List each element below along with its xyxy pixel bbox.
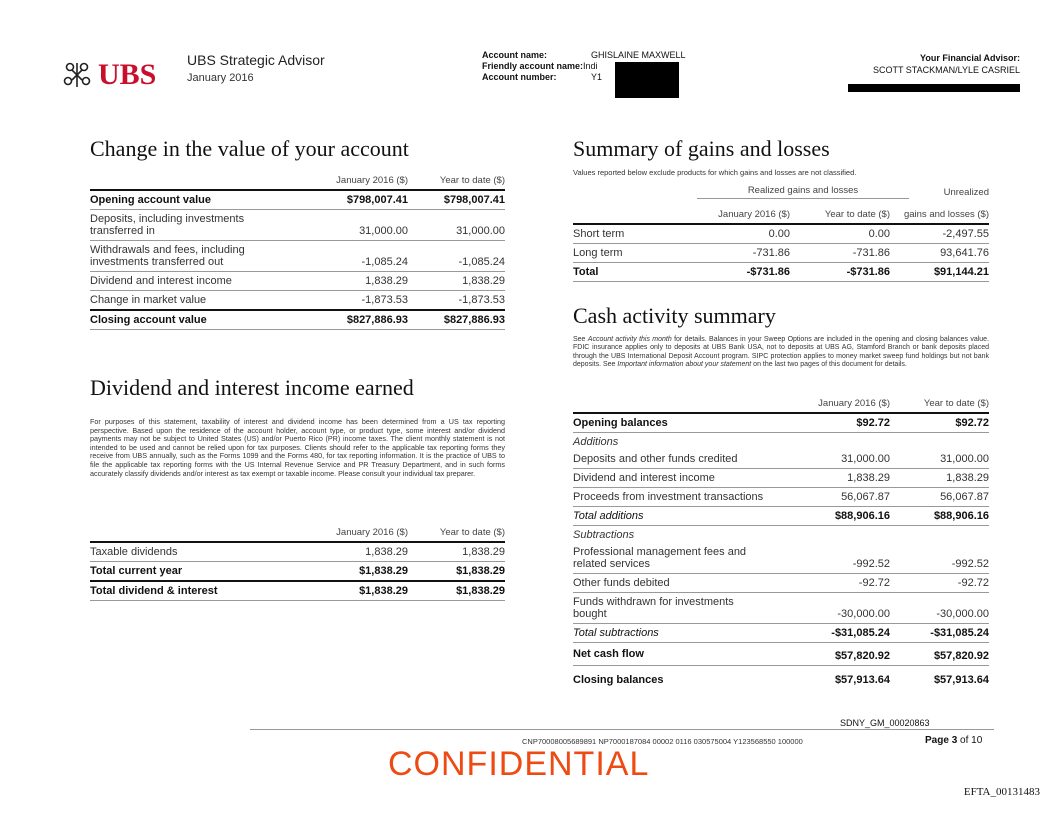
- cell: -30,000.00: [791, 593, 890, 624]
- row-label: Total: [573, 263, 693, 282]
- advisor-name: SCOTT STACKMAN/LYLE CASRIEL: [872, 65, 1020, 75]
- cell: 1,838.29: [791, 469, 890, 488]
- row-label: Total additions: [573, 507, 791, 526]
- col-header: gains and losses ($): [903, 209, 989, 220]
- col-header: January 2016 ($): [718, 209, 790, 220]
- row-label: Opening balances: [573, 413, 791, 433]
- cell: -30,000.00: [890, 593, 989, 624]
- cell: $92.72: [791, 413, 890, 433]
- cell: $1,838.29: [408, 562, 505, 582]
- advisor-redaction-bar: [848, 84, 1020, 92]
- ubs-keys-icon: [62, 61, 92, 89]
- cell: 0.00: [790, 224, 890, 244]
- cash-table: [573, 389, 989, 689]
- row-label: Short term: [573, 224, 693, 244]
- cell: 56,067.87: [890, 488, 989, 507]
- section-label: Additions: [573, 436, 619, 448]
- section-label: Subtractions: [573, 529, 635, 541]
- cell: -92.72: [791, 574, 890, 593]
- cell: -$31,085.24: [890, 624, 989, 643]
- gains-heading: Summary of gains and losses: [573, 136, 830, 161]
- cell: 56,067.87: [791, 488, 890, 507]
- cell: $798,007.41: [408, 190, 505, 210]
- statement-title: UBS Strategic Advisor: [187, 52, 325, 68]
- cell: 31,000.00: [791, 450, 890, 469]
- redaction-box: [615, 62, 679, 98]
- cell: 31,000.00: [408, 210, 505, 241]
- cell: 1,838.29: [310, 542, 408, 562]
- row-label: Withdrawals and fees, including investments transferred out: [90, 241, 310, 272]
- page-indicator: [925, 735, 982, 746]
- row-label: Opening account value: [90, 190, 310, 210]
- cell: -1,085.24: [310, 241, 408, 272]
- cell: 1,838.29: [890, 469, 989, 488]
- cash-note-text: See: [573, 336, 588, 343]
- friendly-name-label: Friendly account name:: [482, 61, 584, 71]
- friendly-name-value: Indi: [583, 61, 598, 71]
- cell: 1,838.29: [310, 272, 408, 291]
- row-label: Dividend and interest income: [573, 469, 791, 488]
- cell: -$31,085.24: [791, 624, 890, 643]
- col-header: Year to date ($): [439, 175, 505, 186]
- cell: $57,913.64: [933, 674, 989, 686]
- brand-wordmark: UBS: [98, 58, 157, 91]
- account-number-value: Y1: [591, 72, 603, 82]
- page-current: 3: [951, 735, 958, 746]
- gains-table: [573, 200, 989, 282]
- cash-note: [573, 336, 989, 370]
- cell: -1,873.53: [310, 291, 408, 311]
- account-name-label: Account name:: [482, 50, 548, 60]
- cell: $57,820.92: [890, 643, 989, 666]
- cell: -92.72: [890, 574, 989, 593]
- cell: -731.86: [693, 244, 790, 263]
- change-value-heading: Change in the value of your account: [90, 136, 409, 161]
- col-header: January 2016 ($): [336, 527, 408, 538]
- cell: $88,906.16: [791, 507, 890, 526]
- cell: $88,906.16: [890, 507, 989, 526]
- account-name-value: GHISLAINE MAXWELL: [591, 50, 686, 60]
- cell: 31,000.00: [890, 450, 989, 469]
- statement-period: January 2016: [187, 72, 254, 84]
- col-header: Year to date ($): [923, 398, 989, 409]
- row-label: Change in market value: [90, 291, 310, 311]
- row-label: Long term: [573, 244, 693, 263]
- advisor-label: Your Financial Advisor:: [919, 53, 1020, 63]
- row-label: Proceeds from investment transactions: [573, 488, 791, 507]
- bates-number: SDNY_GM_00020863: [840, 718, 930, 728]
- col-header: Year to date ($): [439, 527, 505, 538]
- account-number-label: Account number:: [482, 72, 557, 82]
- tax-disclaimer: For purposes of this statement, taxability of interest and dividend income has been determined from a US tax reporting perspective. Based upon the residence of the account holder, account type, or product type, some interest and/or dividend payments may not be subject to United States (US) and/or Puerto Rico (PR) income taxes. The client monthly statement is not intended to be used and cannot be relied upon for tax purposes. Clients should refer to the applicable tax reporting forms they receive from UBS annually, such as the Forms 1099 and the Forms 480, for tax reporting information. It is the practice of UBS to file the applicable tax reporting forms with the US Internal Revenue Service and PR Treasury Department, and in such forms accurately classify dividends and/or interest as tax exempt or taxable income. Please consult your individual tax preparer.: [90, 417, 505, 478]
- row-label: Professional management fees and related services: [573, 543, 791, 574]
- gains-note: Values reported below exclude products for which gains and losses are not classified.: [573, 168, 857, 177]
- unrealized-header: Unrealized: [943, 187, 989, 198]
- footer-divider: [250, 729, 994, 730]
- cell: -1,873.53: [408, 291, 505, 311]
- ubs-logo: [62, 60, 156, 90]
- dividend-table: [90, 518, 505, 601]
- row-label: Total dividend & interest: [90, 581, 310, 601]
- row-label: Closing balances: [573, 674, 664, 686]
- cash-heading: Cash activity summary: [573, 303, 776, 328]
- row-label: Deposits and other funds credited: [573, 450, 791, 469]
- cell: $827,886.93: [408, 310, 505, 330]
- cell: 93,641.76: [890, 244, 989, 263]
- cell: -992.52: [791, 543, 890, 574]
- page-total: 10: [971, 735, 983, 746]
- row-label: Other funds debited: [573, 574, 791, 593]
- row-label: Dividend and interest income: [90, 272, 310, 291]
- cash-note-italic: Important information about your statement: [617, 361, 752, 369]
- cell: $827,886.93: [310, 310, 408, 330]
- realized-header: Realized gains and losses: [697, 185, 909, 199]
- row-label: Total current year: [90, 562, 310, 582]
- cell: $91,144.21: [890, 263, 989, 282]
- cash-note-italic: Account activity this month: [587, 336, 672, 343]
- financial-advisor: [873, 52, 1020, 76]
- document-code: CNP70008005689891 NP7000187084 00002 0116 030575004 Y123568550 100000: [522, 737, 803, 746]
- cell: $57,913.64: [834, 674, 890, 686]
- cell: $1,838.29: [310, 562, 408, 582]
- cell: $92.72: [890, 413, 989, 433]
- cell: -992.52: [890, 543, 989, 574]
- cash-note-text: for details. Balances in your Sweep Options are included in the opening and closing balances value. FDIC insurance applies only to deposits at UBS Bank USA, not to deposits at UBS AG, Stamford Branch or bank deposits placed through the UBS International Deposit Account program. SIPC protection applies to money market sweep fund holdings but not bank deposits. See: [573, 336, 989, 369]
- page-label: Page: [925, 735, 949, 746]
- row-label: Total subtractions: [573, 624, 791, 643]
- cell: 1,838.29: [408, 542, 505, 562]
- cell: -731.86: [790, 244, 890, 263]
- dividend-heading: Dividend and interest income earned: [90, 375, 414, 400]
- col-header: Year to date ($): [824, 209, 890, 220]
- cell: $1,838.29: [310, 581, 408, 601]
- row-label: Deposits, including investments transferred in: [90, 210, 310, 241]
- cell: 0.00: [693, 224, 790, 244]
- cell: 31,000.00: [310, 210, 408, 241]
- col-header: January 2016 ($): [336, 175, 408, 186]
- efta-number: EFTA_00131483: [963, 786, 1040, 798]
- cell: $57,820.92: [791, 643, 890, 666]
- page-of: of: [960, 735, 969, 746]
- col-header: January 2016 ($): [818, 398, 890, 409]
- cell: -$731.86: [790, 263, 890, 282]
- change-value-table: [90, 166, 505, 330]
- row-label: Net cash flow: [573, 643, 791, 666]
- cell: $798,007.41: [310, 190, 408, 210]
- confidential-stamp: CONFIDENTIAL: [388, 745, 650, 783]
- row-label: Closing account value: [90, 310, 310, 330]
- cell: -1,085.24: [408, 241, 505, 272]
- cell: -2,497.55: [890, 224, 989, 244]
- cell: 1,838.29: [408, 272, 505, 291]
- cell: -$731.86: [693, 263, 790, 282]
- row-label: Funds withdrawn for investments bought: [573, 593, 791, 624]
- cash-note-text: on the last two pages of this document for details.: [751, 361, 907, 369]
- cell: $1,838.29: [408, 581, 505, 601]
- row-label: Taxable dividends: [90, 542, 310, 562]
